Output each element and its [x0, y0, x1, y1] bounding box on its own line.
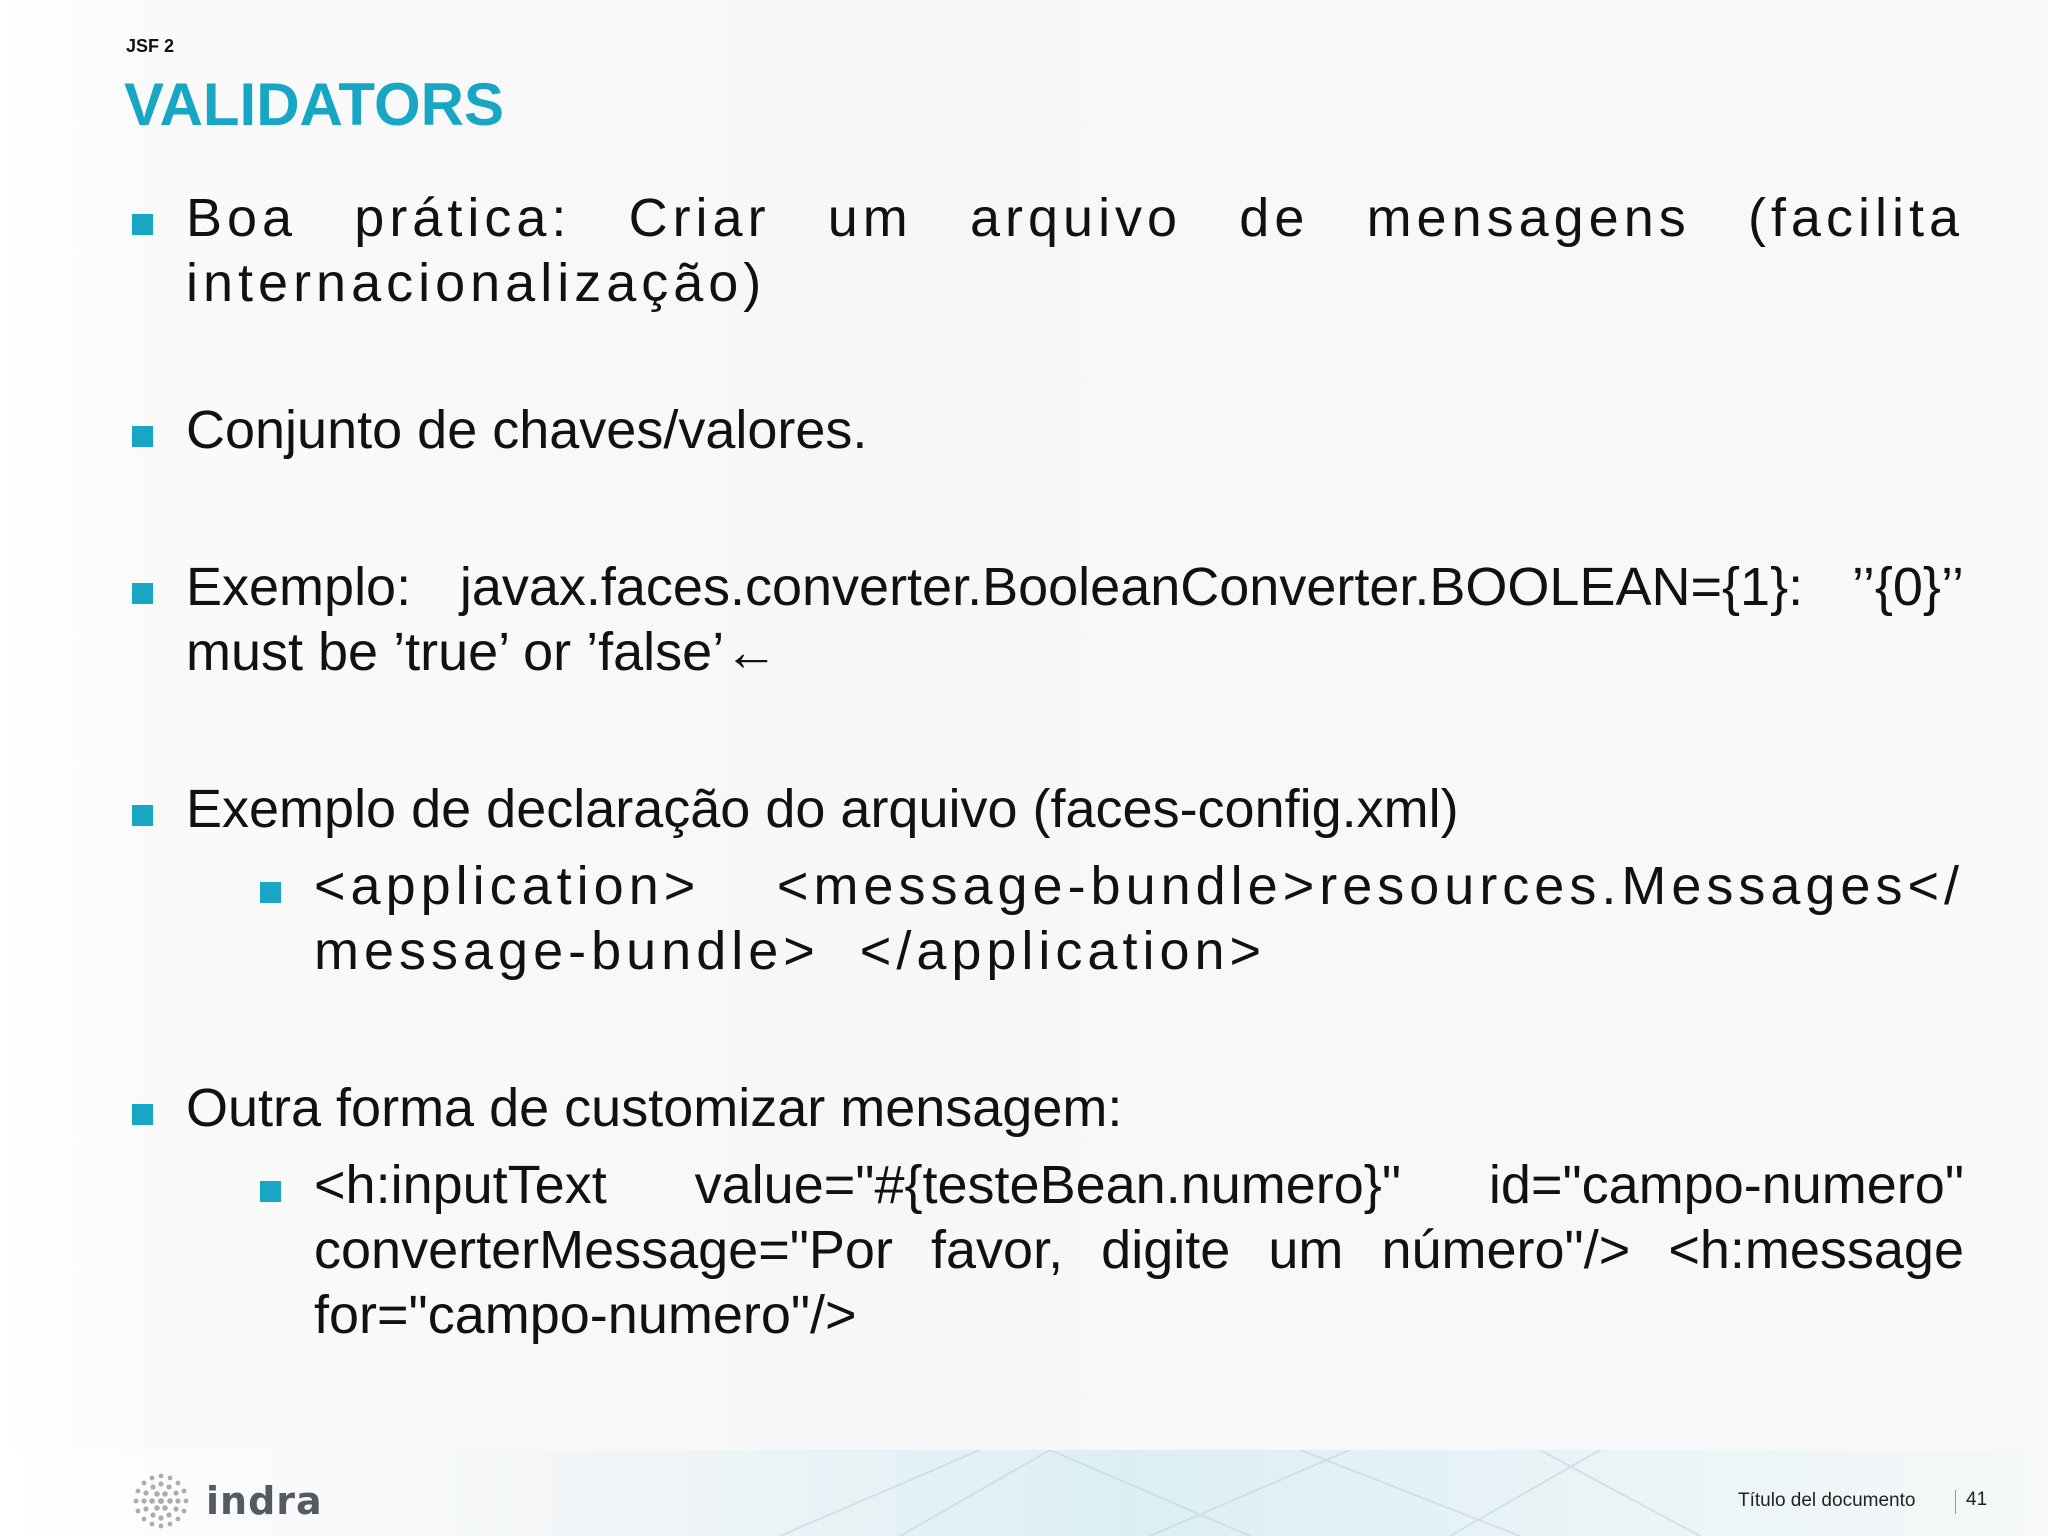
- bullet-item: [128, 186, 1964, 316]
- bullet-text: Exemplo de declaração do arquivo (faces-config.xml): [186, 779, 1459, 839]
- page-separator: [1955, 1490, 1956, 1514]
- indra-logo-icon: [130, 1470, 192, 1532]
- bullet-item: [128, 777, 1964, 984]
- bullet-item: [128, 1076, 1964, 1348]
- bullet-text: Exemplo: javax.faces.converter.BooleanConverter.BOOLEAN={1}: ’’{0}’’ must be ’true’ or ’false’←: [186, 557, 1964, 682]
- document-title: Título del documento: [1738, 1490, 1916, 1511]
- bullet-text: Boa prática: Criar um arquivo de mensagens (facilita internacionalização): [186, 188, 1964, 313]
- sub-bullet-item: [314, 854, 1964, 984]
- indra-logo: [130, 1470, 323, 1532]
- square-bullet-icon: [260, 882, 281, 903]
- square-bullet-icon: [132, 583, 153, 604]
- logo-text: indra: [206, 1479, 323, 1523]
- bullet-item: [128, 555, 1964, 685]
- square-bullet-icon: [132, 426, 153, 447]
- bullet-list: [128, 186, 1964, 1348]
- bullet-text: Outra forma de customizar mensagem:: [186, 1078, 1123, 1138]
- sub-bullet-text: <h:inputText value="#{testeBean.numero}" id="campo-numero" converterMessage="Por favor, digite um número"/> <h:message for="campo-numero"/>: [314, 1155, 1964, 1345]
- sub-bullet-list: [186, 1153, 1964, 1348]
- square-bullet-icon: [260, 1181, 281, 1202]
- square-bullet-icon: [132, 214, 153, 235]
- square-bullet-icon: [132, 805, 153, 826]
- bullet-item: [128, 398, 1964, 463]
- square-bullet-icon: [132, 1104, 153, 1125]
- sub-bullet-list: [186, 854, 1964, 984]
- sub-bullet-item: [314, 1153, 1964, 1348]
- page-number: 41: [1966, 1489, 1988, 1510]
- sub-bullet-text: <application> <message-bundle>resources.Messages</ message-bundle> </application>: [314, 856, 1964, 981]
- slide-title: VALIDATORS: [124, 71, 505, 138]
- bullet-text: Conjunto de chaves/valores.: [186, 400, 868, 460]
- section-label: JSF 2: [126, 36, 175, 56]
